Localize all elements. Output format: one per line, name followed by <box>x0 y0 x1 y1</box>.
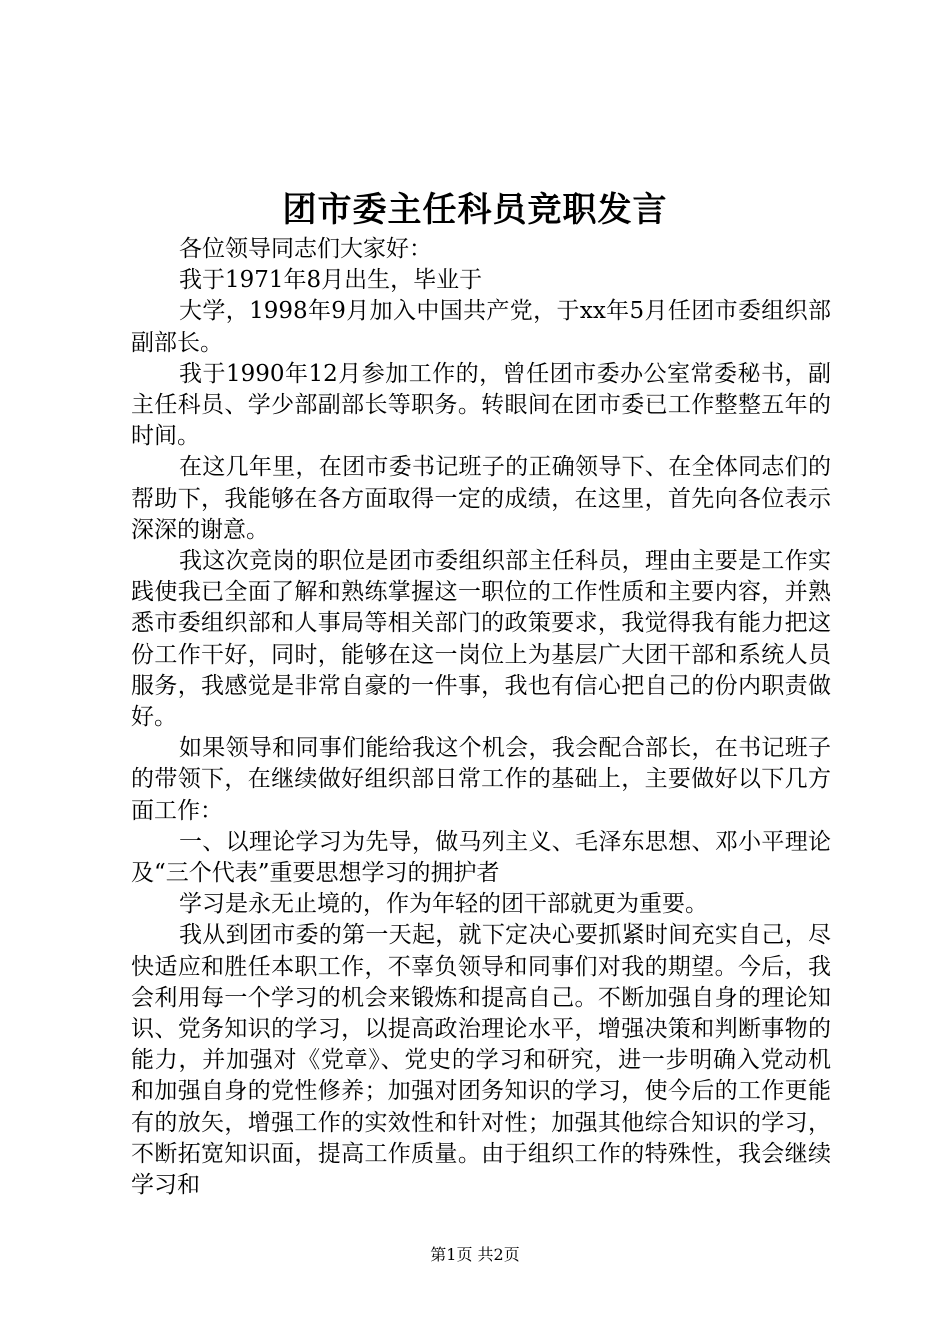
paragraph-work-history: 我于1990年12月参加工作的，曾任团市委办公室常委秘书，副主任科员、学少部副部长等职务。转眼间在团市委已工作整整五年的时间。 <box>131 360 831 450</box>
paragraph-greeting: 各位领导同志们大家好： <box>179 236 432 262</box>
paragraph-position-reason: 我这次竞岗的职位是团市委组织部主任科员，理由主要是工作实践使我已全面了解和熟练掌握这一职位的工作性质和主要内容，并熟悉市委组织部和人事局等相关部门的政策要求，我觉得我有能力把这份工作干好，同时，能够在这一岗位上为基层广大团干部和系统人员服务，我感觉是非常自豪的一件事，我也有信心把自己的份内职责做好。 <box>131 548 831 731</box>
paragraph-thanks: 在这几年里，在团市委书记班子的正确领导下、在全体同志们的帮助下，我能够在各方面取得一定的成绩，在这里，首先向各位表示深深的谢意。 <box>131 454 831 543</box>
document-body <box>131 234 831 1201</box>
paragraph-learning-statement: 学习是永无止境的，作为年轻的团干部就更为重要。 <box>179 891 708 918</box>
page-number-footer: 第1页 共2页 <box>430 1245 520 1264</box>
paragraph-birth: 我于1971年8月出生，毕业于 <box>179 267 483 294</box>
paragraph-section-one-heading: 一、以理论学习为先导，做马列主义、毛泽东思想、邓小平理论及“三个代表”重要思想学习的拥护者 <box>131 828 831 887</box>
document-title: 团市委主任科员竞职发言 <box>282 190 668 230</box>
paragraph-education: 大学，1998年9月加入中国共产党，于xx年5月任团市委组织部副部长。 <box>131 298 831 356</box>
paragraph-plan-intro: 如果领导和同事们能给我这个机会，我会配合部长，在书记班子的带领下，在继续做好组织部日常工作的基础上，主要做好以下几方面工作： <box>131 735 831 824</box>
paragraph-learning-plan: 我从到团市委的第一天起，就下定决心要抓紧时间充实自己，尽快适应和胜任本职工作，不辜负领导和同事们对我的期望。今后，我会利用每一个学习的机会来锻炼和提高自己。不断加强自身的理论知识、党务知识的学习，以提高政治理论水平，增强决策和判断事物的能力，并加强对《党章》、党史的学习和研究，进一步明确入党动机和加强自身的党性修养；加强对团务知识的学习，使今后的工作更能有的放矢，增强工作的实效性和针对性；加强其他综合知识的学习，不断拓宽知识面，提高工作质量。由于组织工作的特殊性，我会继续学习和 <box>131 922 831 1199</box>
